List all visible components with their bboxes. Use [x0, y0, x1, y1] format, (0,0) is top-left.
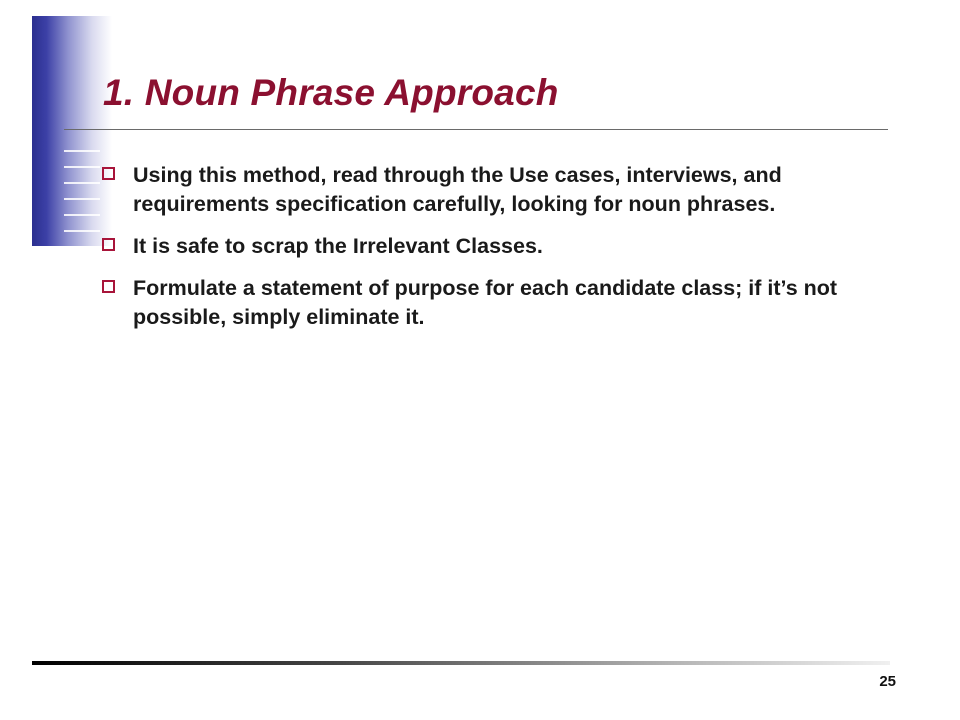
bullet-text: It is safe to scrap the Irrelevant Classes.: [133, 234, 543, 258]
decorative-line: [64, 230, 100, 232]
decorative-lines: [64, 150, 100, 246]
decorative-line: [64, 182, 100, 184]
square-bullet-icon: [102, 280, 115, 293]
slide-title: 1. Noun Phrase Approach: [103, 72, 559, 113]
bullet-list: [102, 161, 902, 345]
decorative-line: [64, 150, 100, 152]
square-bullet-icon: [102, 238, 115, 251]
bullet-item: [102, 161, 902, 219]
page-number: 25: [879, 673, 896, 690]
decorative-line: [64, 198, 100, 200]
title-divider: [64, 129, 888, 130]
decorative-line: [64, 166, 100, 168]
square-bullet-icon: [102, 167, 115, 180]
bullet-text: Formulate a statement of purpose for each candidate class; if it’s not possible, simply eliminate it.: [133, 276, 838, 329]
bullet-text: Using this method, read through the Use cases, interviews, and requirements specification carefully, looking for noun phrases.: [133, 163, 782, 216]
footer-divider: [32, 661, 890, 665]
bullet-item: [102, 232, 902, 261]
bullet-item: [102, 274, 902, 332]
decorative-line: [64, 214, 100, 216]
